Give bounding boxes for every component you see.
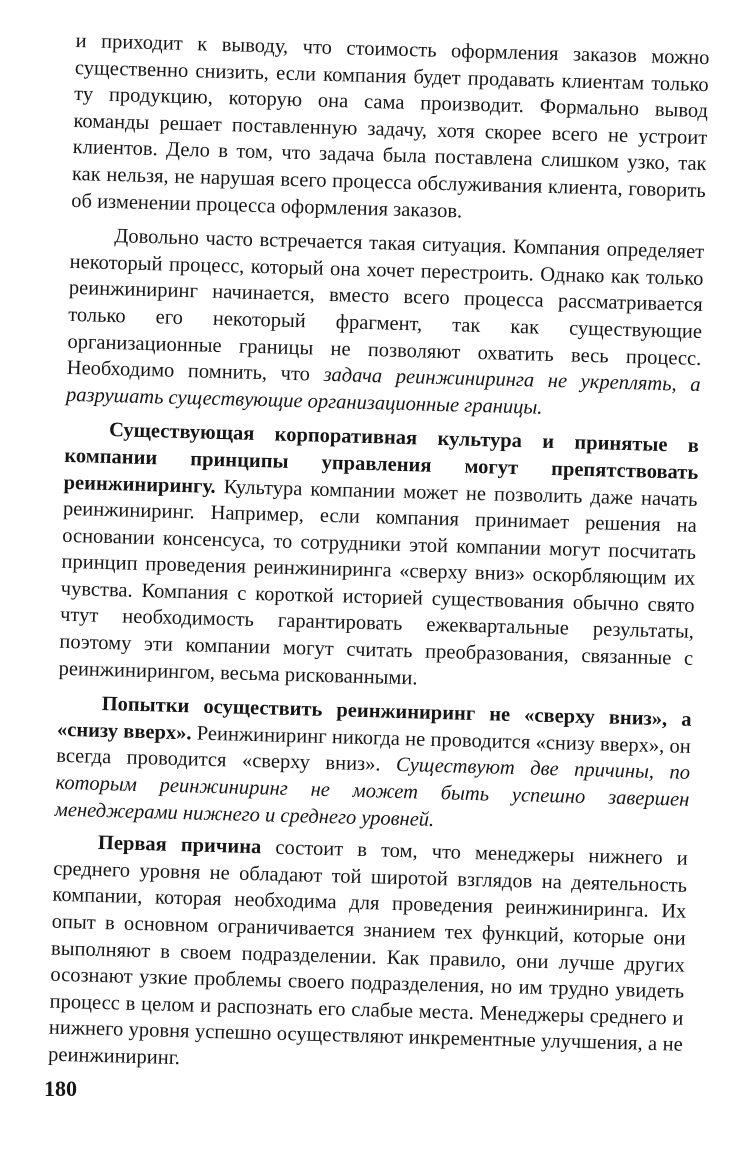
paragraph-2-text: Довольно часто встречается такая ситуация. Компания определяет некоторый процесс, который она хочет перестроить. Однако как только реинжиниринг начинается, вместо всего процесса рассматривается только его некоторый фрагмент, так как существующие организационные границы не позволяют охватить весь процесс. Необходимо помнить, что: [66, 225, 705, 386]
paragraph-4-emphasis: Существуют две причины, по которым реинжиниринг не может быть успешно завершен менеджерами нижнего и среднего уровней.: [54, 754, 691, 831]
paragraph-5-text: состоит в том, что менеджеры нижнего и среднего уровня не обладают той широтой взглядов на деятельность компании, которая необходима для проведения реинжиниринга. Их опыт в основном ограничивается знанием тех функций, которые они выполняют в своем подразделении. Как правило, они лучше других осознают узкие проблемы своего подразделения, но им трудно увидеть процесс в целом и распознать его слабые места. Менеджеры среднего и нижнего уровня успешно осуществляют инкрементные улучшения, а не реинжиниринг.: [47, 836, 689, 1070]
paragraph-1: [71, 28, 710, 231]
paragraph-4-text: Реинжиниринг никогда не проводится «снизу вверх», он всегда проводится «сверху вниз».: [55, 722, 692, 777]
paragraph-5: [48, 829, 688, 1085]
page-number: 180: [44, 1076, 77, 1101]
book-page: [46, 28, 710, 1145]
paragraph-4: [54, 690, 691, 840]
paragraph-2: [66, 222, 705, 425]
paragraph-2-emphasis: задача реинжиниринга не укреплять, а разрушать существующие организационные границы.: [65, 363, 701, 419]
paragraph-3-text: Культура компании может не позволить даже начать реинжиниринг. Например, если компания принимает решения на основании консенсуса, то сотрудники этой компании могут посчитать принцип проведения реинжиниринга «сверху вниз» оскорбляющим их чувства. Компания с короткой историей существования обычно свято чтут необходимость гарантировать ежеквартальные результаты, поэтому эти компании могут считать преобразования, связанные с реинжинирингом, весьма рискованными.: [58, 475, 698, 690]
paragraph-4-heading: Попытки осуществить реинжиниринг не «сверху вниз», а «снизу вверх».: [56, 693, 692, 745]
paragraph-3-heading: Существующая корпоративная культура и принятые в компании принципы управления могут препятствовать реинжинирингу.: [63, 419, 700, 498]
paragraph-1-text: и приходит к выводу, что стоимость оформления заказов можно существенно снизить, если компания будет продавать клиентам только ту продукцию, которую она сама производит. Формально вывод команды решает поставленную задачу, хотя скорее всего не устроит клиентов. Дело в том, что задача была поставлена слишком узко, так как нельзя, не нарушая всего процесса обслуживания клиента, говорить об изменении процесса оформления заказов.: [71, 29, 710, 223]
paragraph-5-heading: Первая причина: [97, 832, 262, 859]
paragraph-3: [58, 416, 699, 699]
